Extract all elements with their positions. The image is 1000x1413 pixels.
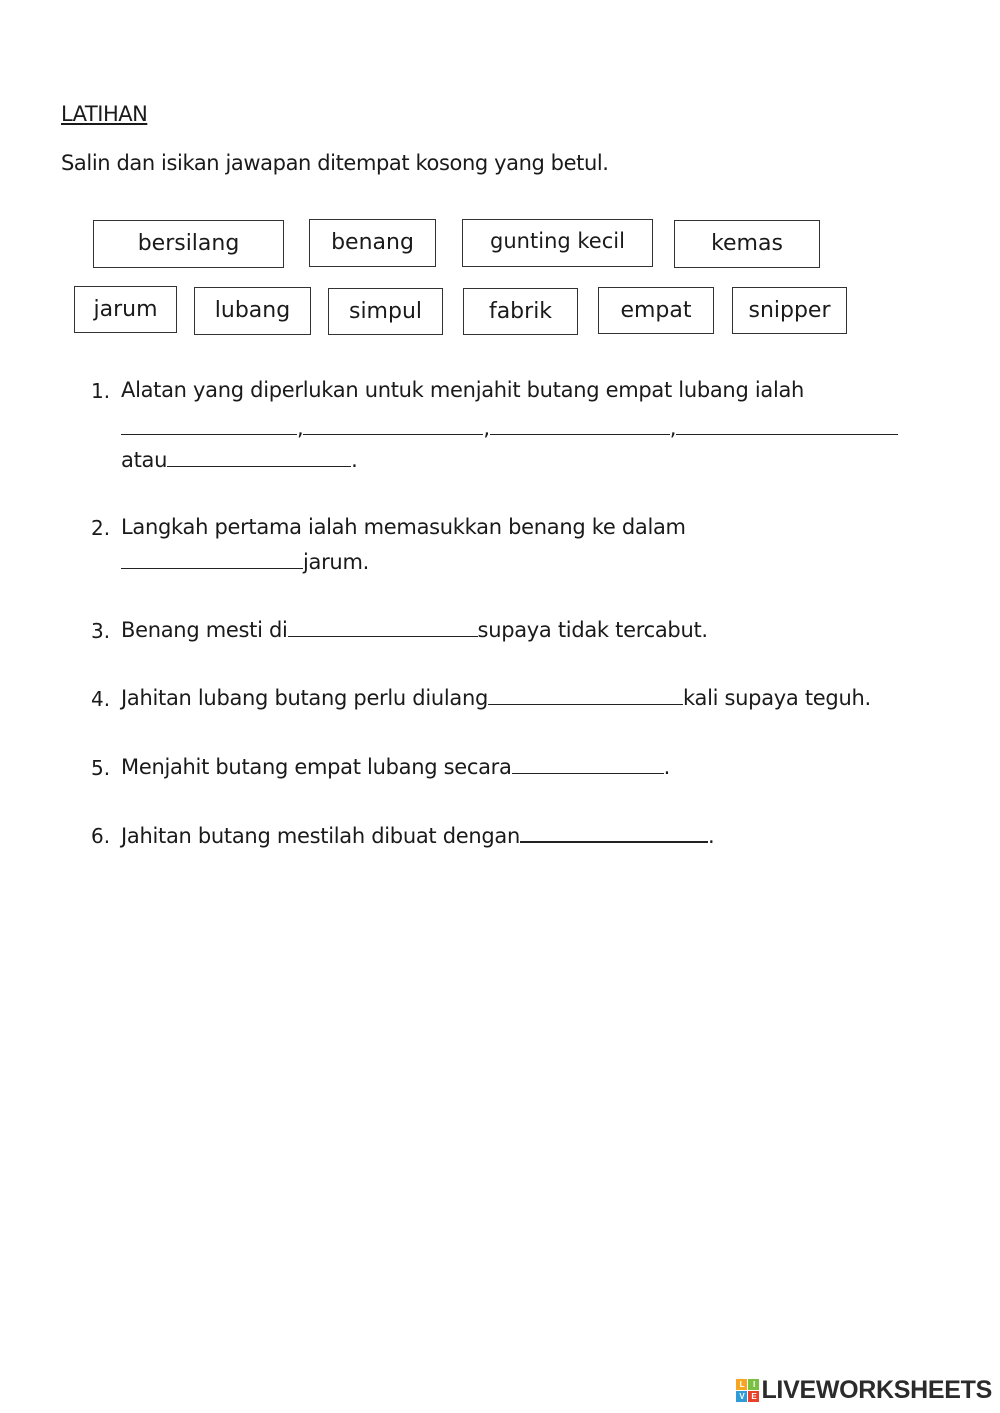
- question-number: 5.: [91, 756, 111, 780]
- answer-blank[interactable]: [676, 414, 898, 435]
- instruction-text: Salin dan isikan jawapan ditempat kosong yang betul.: [61, 151, 609, 175]
- word-jarum: jarum: [74, 286, 177, 333]
- answer-blank[interactable]: [167, 446, 351, 467]
- period: .: [707, 824, 715, 848]
- logo-letter: L: [736, 1379, 747, 1390]
- comma: ,: [483, 416, 490, 440]
- word-gunting-kecil: gunting kecil: [462, 219, 653, 267]
- question-2-text: Langkah pertama ialah memasukkan benang ke dalam: [121, 515, 686, 539]
- question-1-last-row: [121, 446, 357, 474]
- word-lubang: lubang: [194, 287, 311, 335]
- liveworksheets-logo: [736, 1376, 992, 1405]
- question-4-text: [121, 684, 871, 712]
- question-number: 4.: [91, 687, 111, 711]
- word-kemas: kemas: [674, 220, 820, 268]
- logo-letter: V: [736, 1391, 747, 1402]
- logo-letter: I: [748, 1379, 759, 1390]
- logo-letter: E: [748, 1391, 759, 1402]
- period: .: [663, 755, 670, 779]
- question-6-text: [121, 821, 714, 850]
- word-snipper: snipper: [732, 287, 847, 334]
- question-number: 1.: [91, 379, 111, 403]
- period: .: [351, 448, 358, 472]
- liveworksheets-brand-text: LIVEWORKSHEETS: [761, 1376, 992, 1404]
- comma: ,: [297, 416, 304, 440]
- question-number: 6.: [91, 824, 111, 848]
- answer-blank[interactable]: [121, 414, 297, 435]
- question-3-text: [121, 616, 708, 644]
- question-5-before: Menjahit butang empat lubang secara: [121, 755, 512, 779]
- question-5-text: [121, 753, 670, 781]
- word-simpul: simpul: [328, 288, 443, 335]
- answer-blank[interactable]: [121, 548, 303, 569]
- word-fabrik: fabrik: [463, 288, 578, 335]
- answer-blank[interactable]: [288, 616, 478, 637]
- answer-blank[interactable]: [520, 821, 708, 843]
- question-3-before: Benang mesti di: [121, 618, 288, 642]
- question-number: 2.: [91, 516, 111, 540]
- answer-blank[interactable]: [488, 684, 683, 705]
- word-bersilang: bersilang: [93, 220, 284, 268]
- question-number: 3.: [91, 619, 111, 643]
- question-3-after: supaya tidak tercabut.: [477, 618, 708, 642]
- liveworksheets-icon: [736, 1379, 759, 1402]
- question-1-blanks-row: [121, 414, 898, 442]
- question-2-blank-row: [121, 548, 369, 576]
- word-benang: benang: [309, 219, 436, 267]
- atau-text: atau: [121, 448, 168, 472]
- comma: ,: [669, 416, 677, 440]
- answer-blank[interactable]: [490, 414, 670, 435]
- question-4-after: kali supaya teguh.: [683, 686, 871, 710]
- worksheet-title: LATIHAN: [61, 102, 148, 126]
- question-4-before: Jahitan lubang butang perlu diulang: [121, 686, 489, 710]
- answer-blank[interactable]: [512, 753, 664, 774]
- answer-blank[interactable]: [303, 414, 483, 435]
- question-6-before: Jahitan butang mestilah dibuat dengan: [121, 824, 520, 848]
- question-1-text: Alatan yang diperlukan untuk menjahit butang empat lubang ialah: [121, 378, 805, 402]
- question-2-after: jarum.: [303, 550, 369, 574]
- word-empat: empat: [598, 287, 714, 334]
